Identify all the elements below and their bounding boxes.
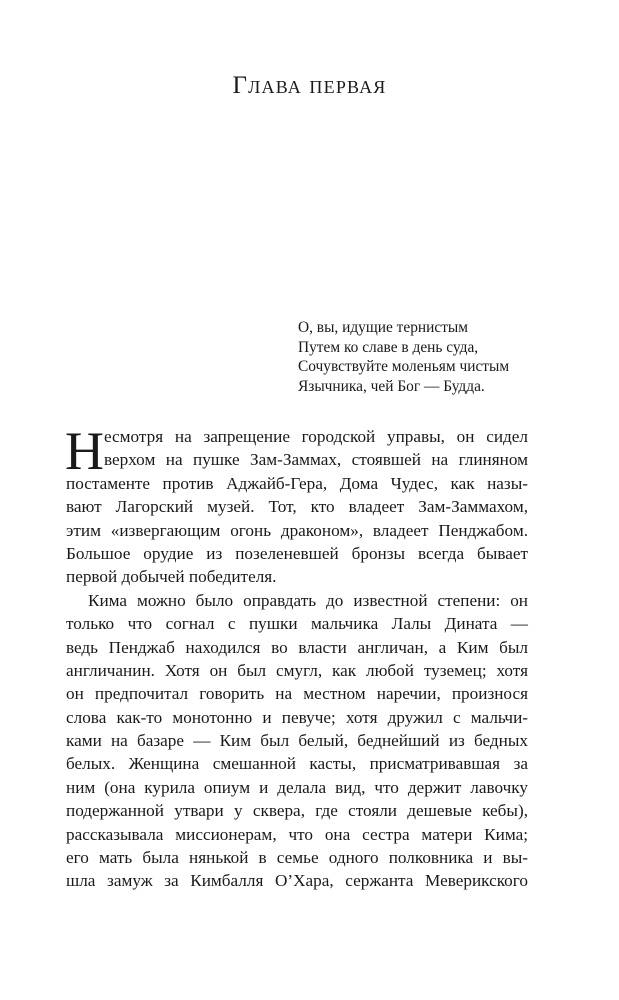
- text-line: вают Лагорский музей. Тот, кто владеет Зам-Заммахом,: [66, 497, 528, 517]
- text-line: шла замуж за Кимбалля О’Хара, сержанта Меверикского: [66, 871, 528, 891]
- text-line: Кима можно было оправдать до известной степени: он: [88, 590, 528, 610]
- text-line: слова как-то монотонно и певуче; хотя дружил с мальчи-: [66, 707, 528, 727]
- body-text: [65, 421, 528, 893]
- epigraph-line: Язычника, чей Бог — Будда.: [298, 377, 485, 395]
- epigraph: [298, 318, 558, 396]
- epigraph-line: Сочувствуйте моленьям чистым: [298, 358, 510, 376]
- text-line: англичанин. Хотя он был смугл, как любой туземец; хотя: [66, 660, 528, 680]
- epigraph-line: О, вы, идущие тернистым: [298, 319, 469, 336]
- drop-cap: Н: [65, 421, 104, 481]
- text-line: верхом на пушке Зам-Заммах, стоявшей на глиняном: [104, 450, 528, 470]
- text-line: рассказывала миссионерам, что она сестра матери Кима;: [66, 824, 528, 844]
- text-line: ками на базаре — Ким был белый, беднейший из бедных: [66, 731, 528, 751]
- text-line: ним (она курила опиум и делала вид, что держит лавочку: [66, 777, 528, 797]
- text-line: этим «извергающим огонь драконом», владеет Пенджабом.: [66, 520, 528, 540]
- text-line: белых. Женщина смешанной касты, присматривавшая за: [66, 754, 528, 774]
- chapter-title: Глава первая: [232, 72, 387, 99]
- epigraph-line: Путем ко славе в день суда,: [298, 338, 479, 356]
- text-line: есмотря на запрещение городской управы, он сидел: [104, 427, 528, 446]
- text-line: первой добычей победителя.: [66, 567, 277, 587]
- text-line: Большое орудие из позеленевшей бронзы всегда бывает: [66, 543, 528, 563]
- text-line: ведь Пенджаб находился во власти англичан, а Ким был: [66, 637, 528, 657]
- text-line: его мать была нянькой в семье одного полковника и вы-: [66, 848, 528, 868]
- text-line: он предпочитал говорить на местном наречии, произнося: [66, 684, 528, 704]
- text-line: подержанной утвари у сквера, где стояли дешевые кебы),: [66, 801, 528, 821]
- text-line: постаменте против Аджайб-Гера, Дома Чудес, как назы-: [66, 473, 528, 493]
- text-line: только что согнал с пушки мальчика Лалы Дината —: [66, 614, 528, 634]
- paragraph-2: [66, 589, 528, 893]
- paragraph-1: [65, 421, 528, 589]
